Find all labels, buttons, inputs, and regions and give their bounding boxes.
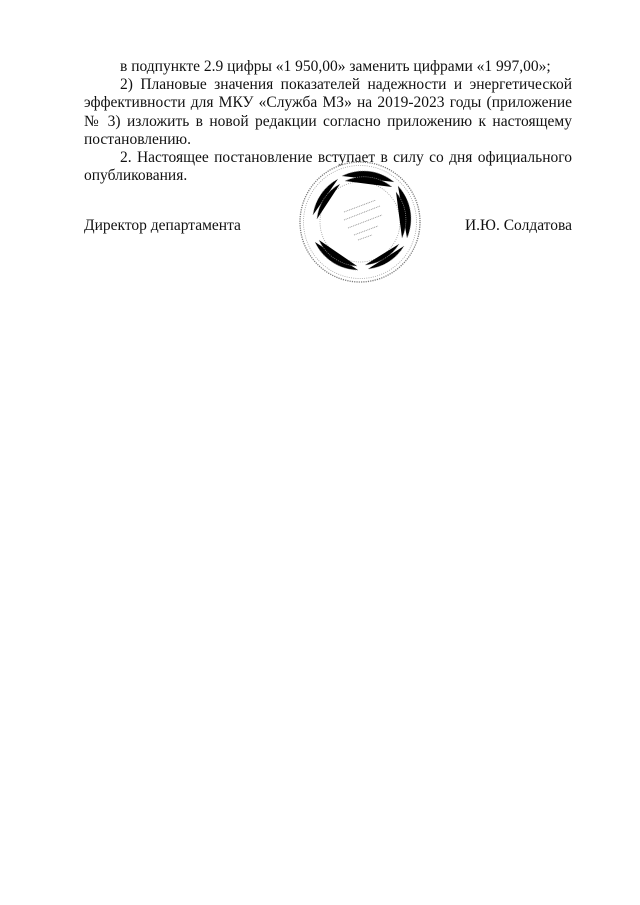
paragraph-effective-date: 2. Настоящее постановление вступает в силу со дня официального опубликования. — [84, 149, 572, 185]
signatory-position: Директор департамента — [84, 217, 241, 234]
paragraph-amendment-clause: в подпункте 2.9 цифры «1 950,00» заменить цифрами «1 997,00»; — [120, 58, 551, 75]
signatory-name: И.Ю. Солдатова — [464, 217, 572, 234]
official-seal-stamp — [298, 160, 422, 284]
paragraph-indicators-clause: 2) Плановые значения показателей надежности и энергетической эффективности для МКУ «Служба МЗ» на 2019-2023 годы (приложение № 3) изложить в новой редакции согласно приложению к настоящему постановлению. — [84, 76, 572, 148]
